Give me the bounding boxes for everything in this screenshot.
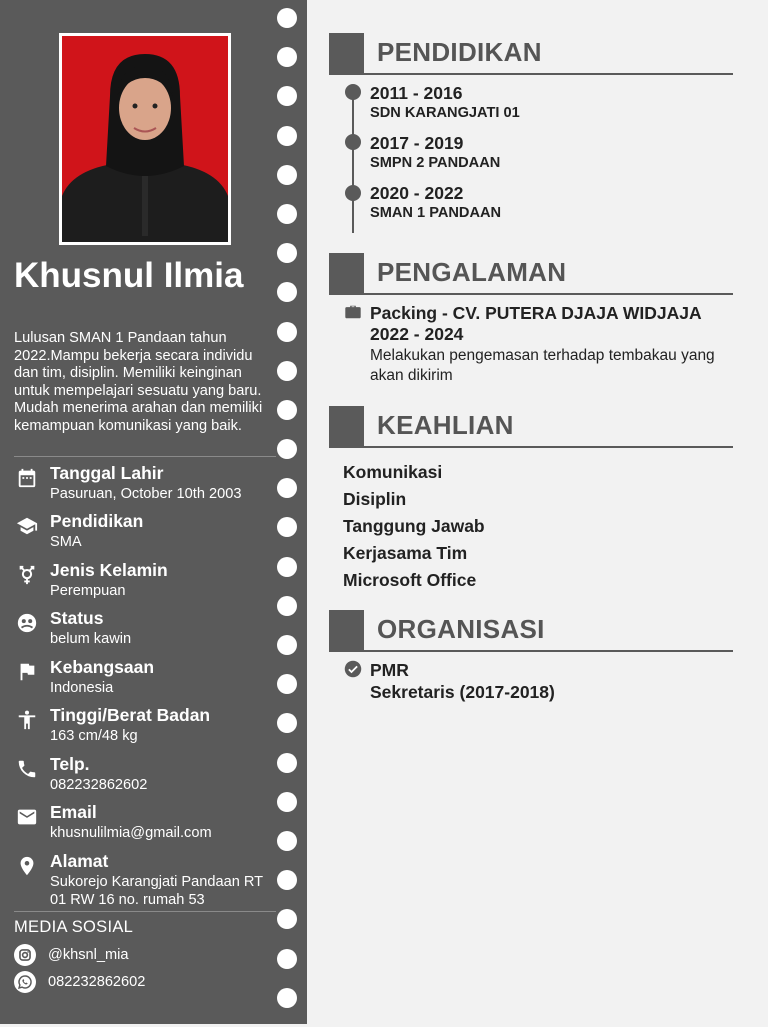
info-value: belum kawin	[50, 631, 132, 647]
divider	[14, 456, 276, 457]
info-label: Tanggal Lahir	[50, 463, 164, 483]
gender-icon	[16, 564, 38, 586]
binder-hole	[277, 949, 297, 969]
timeline-line	[352, 90, 354, 233]
info-value: Sukorejo Karangjati Pandaan RT 01 RW 16 no. rumah 53	[50, 874, 263, 908]
whatsapp-icon	[14, 971, 36, 993]
info-value: 082232862602	[50, 777, 148, 793]
binder-hole	[277, 635, 297, 655]
skill-item: Komunikasi	[343, 462, 443, 482]
binder-hole	[277, 753, 297, 773]
binder-hole	[277, 282, 297, 302]
profile-photo	[59, 33, 231, 245]
binder-hole	[277, 557, 297, 577]
section-header-education	[329, 33, 733, 75]
instagram-icon	[14, 944, 36, 966]
divider	[14, 911, 276, 912]
info-value: Pasuruan, October 10th 2003	[50, 486, 242, 502]
skill-item: Kerjasama Tim	[343, 543, 468, 563]
calendar-icon	[16, 467, 38, 489]
profile-name: Khusnul Ilmia	[14, 256, 244, 295]
education-school: SDN KARANGJATI 01	[370, 105, 520, 121]
organization-name: PMR	[370, 660, 409, 680]
section-header-experience	[329, 253, 733, 295]
binder-hole	[277, 674, 297, 694]
info-value: Indonesia	[50, 680, 114, 696]
info-label: Telp.	[50, 754, 90, 774]
binder-hole	[277, 243, 297, 263]
section-marker	[329, 253, 364, 293]
flag-icon	[16, 661, 38, 683]
binder-hole	[277, 204, 297, 224]
skill-item: Microsoft Office	[343, 570, 477, 590]
binder-hole	[277, 909, 297, 929]
binder-hole	[277, 47, 297, 67]
education-years: 2020 - 2022	[370, 183, 464, 203]
social-phone: 082232862602	[48, 974, 146, 990]
binder-hole	[277, 400, 297, 420]
section-title: KEAHLIAN	[377, 410, 514, 440]
info-label: Kebangsaan	[50, 657, 155, 677]
binder-hole	[277, 439, 297, 459]
binder-hole	[277, 988, 297, 1008]
education-years: 2017 - 2019	[370, 133, 464, 153]
binder-hole	[277, 165, 297, 185]
binder-hole	[277, 713, 297, 733]
section-marker	[329, 33, 364, 73]
social-media-title: MEDIA SOSIAL	[14, 918, 134, 936]
skill-item: Disiplin	[343, 489, 407, 509]
profile-photo-illustration	[62, 36, 228, 242]
timeline-dot	[345, 84, 361, 100]
binder-hole	[277, 8, 297, 28]
main-content	[307, 0, 768, 1024]
binder-hole	[277, 792, 297, 812]
info-label: Alamat	[50, 851, 109, 871]
sidebar	[0, 0, 307, 1024]
info-value: SMA	[50, 534, 82, 550]
timeline-dot	[345, 185, 361, 201]
education-years: 2011 - 2016	[370, 83, 463, 103]
section-marker	[329, 406, 364, 446]
binder-hole	[277, 870, 297, 890]
info-label: Email	[50, 802, 97, 822]
binder-hole	[277, 831, 297, 851]
education-school: SMPN 2 PANDAAN	[370, 155, 501, 171]
check-circle-icon	[344, 660, 362, 678]
location-pin-icon	[16, 855, 38, 877]
binder-hole	[277, 322, 297, 342]
info-label: Pendidikan	[50, 511, 144, 531]
section-marker	[329, 610, 364, 650]
graduation-cap-icon	[16, 515, 38, 537]
section-header-skills	[329, 406, 733, 448]
timeline-dot	[345, 134, 361, 150]
profile-about: Lulusan SMAN 1 Pandaan tahun 2022.Mampu bekerja secara individu dan tim, disiplin. Memiliki keinginan untuk mempelajari sesuatu yang baru. Mudah menerima arahan dan memiliki kemampuan komunikasi yang baik.	[14, 330, 263, 434]
experience-years: 2022 - 2024	[370, 324, 464, 344]
education-school: SMAN 1 PANDAAN	[370, 205, 502, 221]
experience-description: Melakukan pengemasan terhadap tembakau yang akan dikirim	[370, 347, 715, 384]
section-title: ORGANISASI	[377, 614, 545, 644]
section-header-organization	[329, 610, 733, 652]
info-value: 163 cm/48 kg	[50, 728, 138, 744]
skill-item: Tanggung Jawab	[343, 516, 485, 536]
binder-hole	[277, 361, 297, 381]
experience-title: Packing - CV. PUTERA DJAJA WIDJAJA	[370, 303, 702, 323]
binder-hole	[277, 478, 297, 498]
person-icon	[16, 709, 38, 731]
binder-hole	[277, 86, 297, 106]
social-handle: @khsnl_mia	[48, 947, 129, 963]
section-title: PENDIDIKAN	[377, 37, 542, 67]
info-value: Perempuan	[50, 583, 126, 599]
info-value: khusnulilmia@gmail.com	[50, 825, 212, 841]
status-icon	[16, 612, 38, 634]
section-title: PENGALAMAN	[377, 257, 567, 287]
binder-holes	[277, 8, 297, 1027]
info-label: Tinggi/Berat Badan	[50, 705, 211, 725]
briefcase-icon	[344, 305, 362, 319]
email-icon	[16, 806, 38, 828]
phone-icon	[16, 758, 38, 780]
binder-hole	[277, 126, 297, 146]
binder-hole	[277, 517, 297, 537]
info-label: Jenis Kelamin	[50, 560, 168, 580]
organization-role: Sekretaris (2017-2018)	[370, 682, 555, 702]
info-label: Status	[50, 608, 104, 628]
binder-hole	[277, 596, 297, 616]
